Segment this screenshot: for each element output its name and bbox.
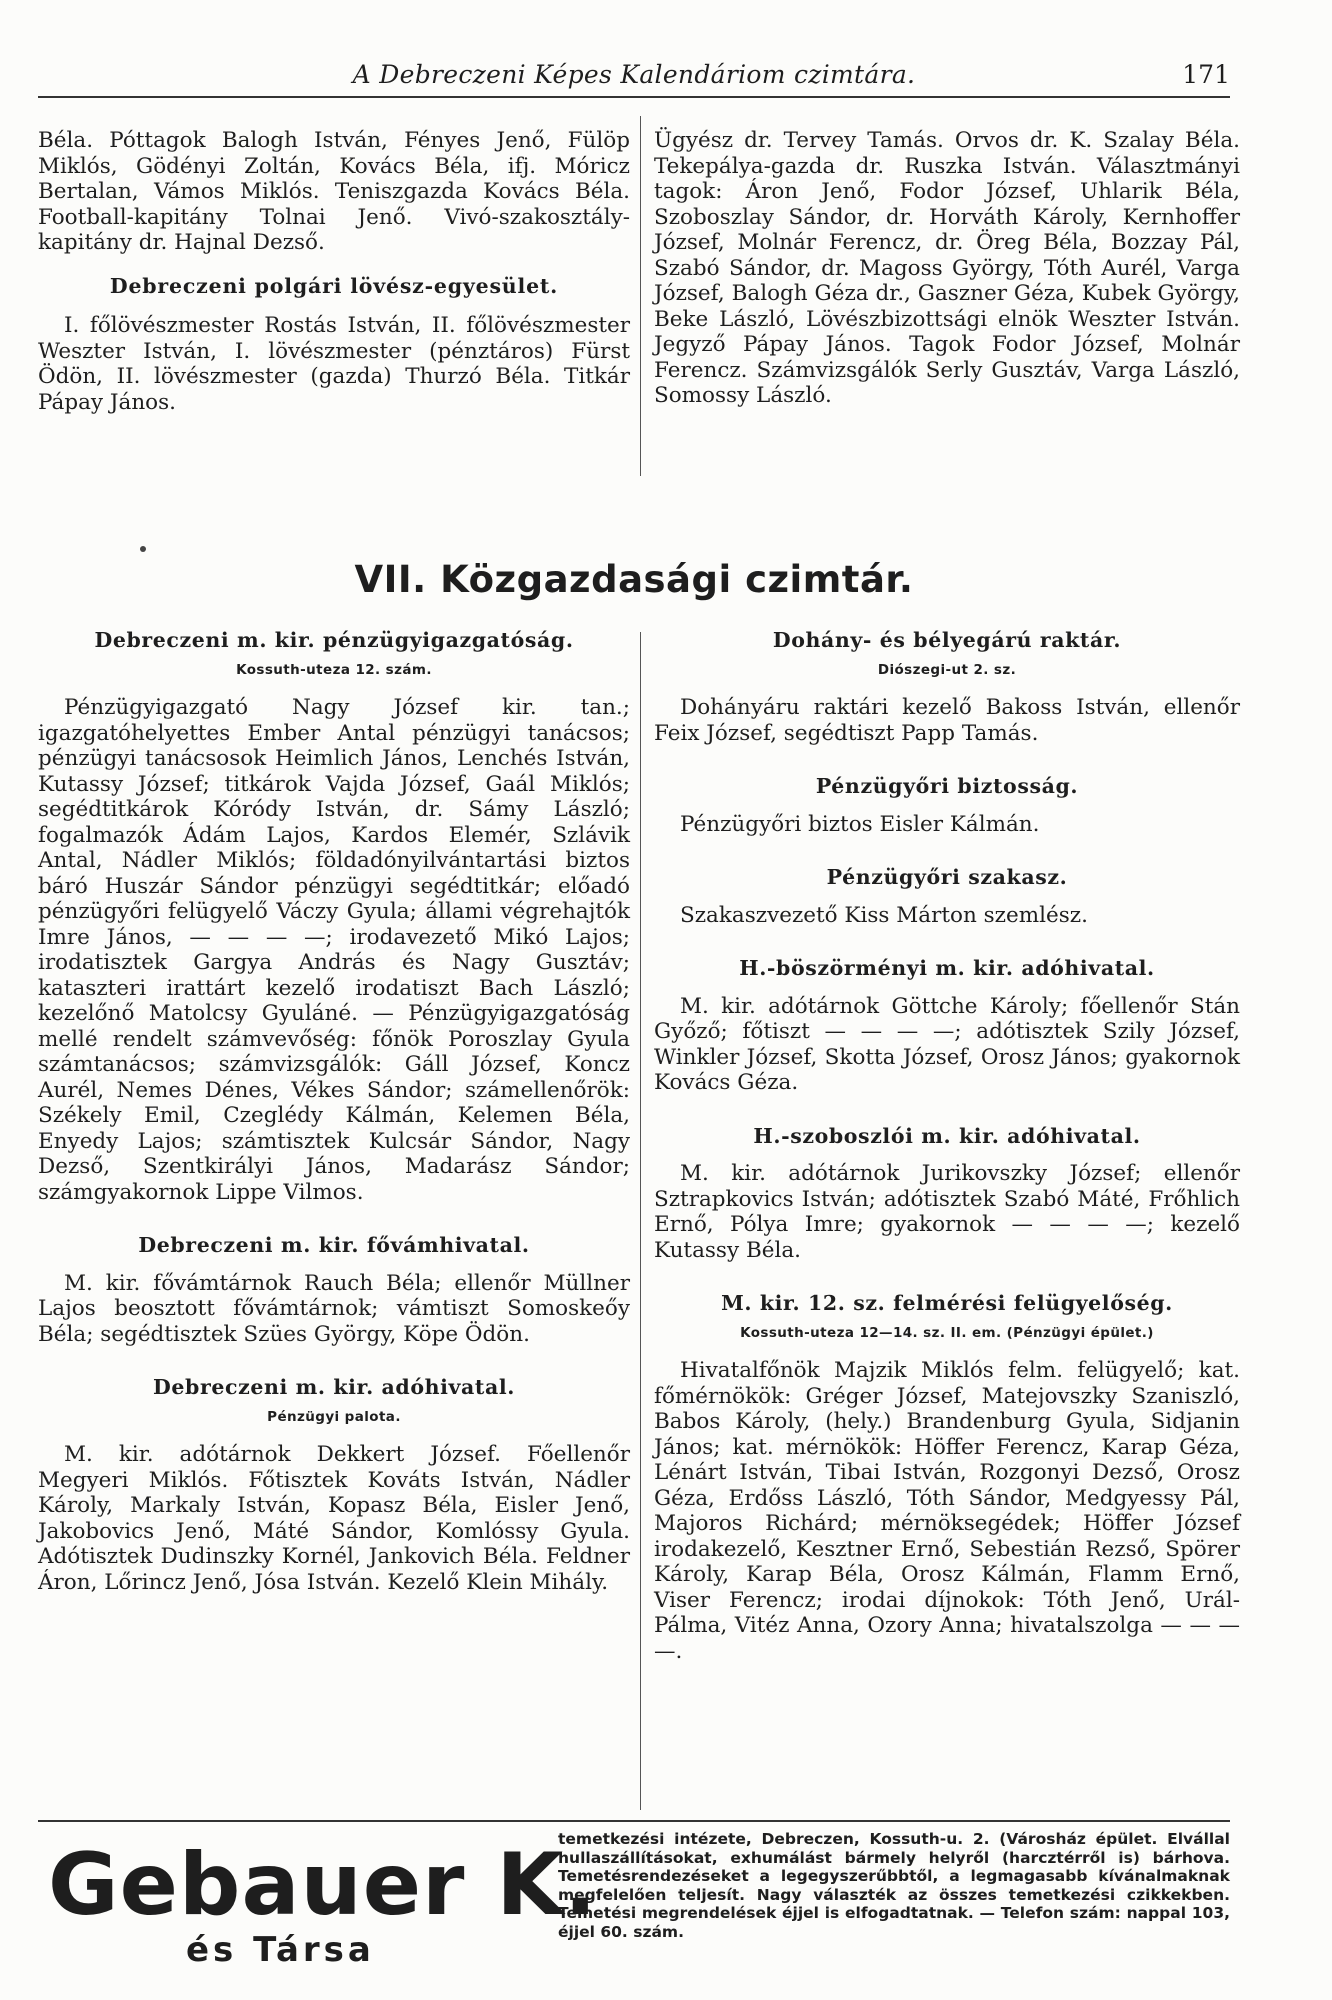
entry-body: Hivatalfőnök Majzik Miklós felm. felügyelő; kat. főmérnökök: Gréger József, Matejovszky Szaniszló, Babos Károly, (hely.) Brandenburg Gyula, Sidjanin János; kat. mérnökök: Höffer Ferencz, Karap Géza, Lénárt István, Tibai István, Rozgonyi Dezső, Orosz Géza, Erdőss László, Tóth Sándor, Medgyessy Pál, Majoros Richárd; mérnöksegédek; Höffer József irodakezelő, Kesztner Ernő, Sebestián Rezső, Spörer Károly, Karap Béla, Orosz Kálmán, Flamm Ernő, Viser Ferencz; irodai díjnokok: Tóth Jenő, Urál-Pálma, Vitéz Anna, Ozory Anna; hivatalszolga — — — —. [654, 1358, 1240, 1664]
directory-entry [654, 1291, 1240, 1664]
header-rule [38, 96, 1230, 98]
page-number: 171 [1182, 60, 1230, 89]
directory-entry [654, 628, 1240, 746]
entry-title: H.-szoboszlói m. kir. adóhivatal. [753, 1123, 1141, 1148]
column-divider-top [640, 116, 641, 476]
dot-mark [140, 546, 146, 552]
chapter-title: VII. Közgazdasági czimtár. [354, 558, 914, 601]
entry-address: Kossuth-uteza 12—14. sz. II. em. (Pénzügyi épület.) [740, 1324, 1154, 1341]
entry-body: M. kir. adótárnok Göttche Károly; főellenőr Stán Győző; főtiszt — — — —; adótisztek Szily József, Winkler József, Skotta József, Orosz János; gyakornok Kovács Géza. [654, 993, 1240, 1095]
advertisement-rule [38, 1820, 1230, 1822]
continuation-paragraph: Ügyész dr. Tervey Tamás. Orvos dr. K. Szalay Béla. Tekepálya-gazda dr. Ruszka István. Választmányi tagok: Áron Jenő, Fodor József, Uhlarik Béla, Szoboszlay Sándor, dr. Horváth Károly, Kernhoffer József, Molnár Ferencz, dr. Öreg Béla, Bozzay Pál, Szabó Sándor, dr. Magoss György, Tóth Aurél, Varga József, Balogh Géza dr., Gaszner Géza, Kubek György, Beke László, Lövészbizottsági elnök Weszter István. Jegyző Pápay János. Tagok Fodor József, Molnár Ferencz. Számvizsgálók Serly Gusztáv, Varga László, Somossy László. [654, 128, 1240, 408]
column-divider-main [640, 632, 641, 1810]
entry-body: M. kir. adótárnok Jurikovszky József; ellenőr Sztrapkovics István; adótisztek Szabó Máté, Frőhlich Ernő, Pólya Imre; gyakornok — — — —; kezelő Kutassy Béla. [654, 1161, 1240, 1263]
running-header [38, 60, 1230, 100]
entry-title: Debreczeni m. kir. adóhivatal. [153, 1375, 515, 1399]
entry-body: Szakaszvezető Kiss Márton szemlész. [680, 902, 1088, 928]
main-right-column [654, 628, 1240, 1692]
continuation-paragraph: Béla. Póttagok Balogh István, Fényes Jenő, Fülöp Miklós, Gödényi Zoltán, Kovács Béla, ifj. Móricz Bertalan, Vámos Miklós. Teniszgazda Kovács Béla. Football-kapitány Tolnai Jenő. Vivó-szakosztály-kapitány dr. Hajnal Dezső. [38, 128, 630, 255]
entry-title: M. kir. 12. sz. felmérési felügyelőség. [721, 1291, 1173, 1315]
entry-address: Pénzügyi palota. [267, 1408, 401, 1425]
entry-title: Debreczeni m. kir. pénzügyigazgatóság. [94, 628, 574, 652]
advertisement [38, 1830, 1230, 1980]
entry-title: Debreczeni m. kir. fővámhivatal. [138, 1233, 530, 1257]
directory-entry [654, 865, 1240, 928]
entry-address: Kossuth-uteza 12. szám. [236, 661, 432, 678]
section-heading: Debreczeni polgári lövész-egyesület. [109, 273, 559, 298]
header-title: A Debreczeni Képes Kalendáriom czimtára. [352, 60, 916, 89]
section-paragraph: I. főlövészmester Rostás István, II. főlövészmester Weszter István, I. lövészmester (pénztáros) Fürst Ödön, II. lövészmester (gazda) Thurzó Béla. Titkár Pápay János. [38, 313, 630, 415]
entry-title: Pénzügyőri szakasz. [826, 865, 1068, 889]
entry-title: Pénzügyőri biztosság. [815, 774, 1079, 798]
directory-entry [654, 956, 1240, 1096]
directory-entry [38, 628, 630, 1205]
entry-body: M. kir. fővámtárnok Rauch Béla; ellenőr Müllner Lajos beosztott fővámtárnok; vámtiszt Somoskeőy Béla; segédtisztek Szües György, Köpe Ödön. [38, 1270, 630, 1347]
directory-entry [38, 1233, 630, 1347]
entry-address: Diószegi-ut 2. sz. [877, 661, 1017, 678]
advertiser-company: és Társa [186, 1930, 375, 1970]
advertiser-name: Gebauer K. [48, 1835, 598, 1935]
entry-title: H.-böszörményi m. kir. adóhivatal. [739, 956, 1155, 980]
advertisement-text: temetkezési intézete, Debreczen, Kossuth-u. 2. (Városház épület. Elvállal hullaszállításokat, exhumálást bármely helyről (harcztérről is) bárhova. Temetésrendezéseket a legegyszerűbbtől, a legmagasabb kívánalmaknak megfelelően teljesít. Nagy választék az összes temetkezési czikkekben. Temetési megrendelések éjjel is elfogadtatnak. — Telefon szám: nappal 103, éjjel 60. szám. [558, 1830, 1230, 1941]
entry-body: Pénzügyigazgató Nagy József kir. tan.; igazgatóhelyettes Ember Antal pénzügyi tanácsos; pénzügyi tanácsosok Heimlich János, Lenchés István, Kutassy József; titkárok Vajda József, Gaál Miklós; segédtitkárok Kóródy István, dr. Sámy László; fogalmazók Ádám Lajos, Kardos Elemér, Szlávik Antal, Nádler Miklós; földadónyilvántartási biztos báró Huszár Sándor pénzügyi segédtitkár; előadó pénzügyőri felügyelő Váczy Gyula; állami végrehajtók Imre János, — — — —; irodavezető Mikó Lajos; irodatisztek Gargya András és Nagy Gusztáv; kataszteri irattárt kezelő irodatiszt Bach László; kezelőnő Matolcsy Gyuláné. — Pénzügyigazgatóság mellé rendelt számvevőség: főnök Poroszlay Gyula számtanácsos; számvizsgálók: Gáll József, Koncz Aurél, Nemes Dénes, Vékes Sándor; számellenőrök: Székely Emil, Czeglédy Kálmán, Kelemen Béla, Enyedy Lajos; számtisztek Kulcsár Sándor, Nagy Dezső, Szentkirályi János, Madarász Sándor; számgyakornok Lippe Vilmos. [38, 695, 630, 1205]
entry-body: Pénzügyőri biztos Eisler Kálmán. [680, 811, 1040, 837]
top-right-column [654, 128, 1240, 417]
top-left-column [38, 128, 630, 423]
main-left-column [38, 628, 630, 1623]
directory-entry [654, 774, 1240, 837]
entry-body: M. kir. adótárnok Dekkert József. Főellenőr Megyeri Miklós. Főtisztek Kováts István, Nádler Károly, Markaly István, Kopasz Béla, Eisler Jenő, Jakobovics Jenő, Máté Sándor, Komlóssy Gyula. Adótisztek Dudinszky Kornél, Jankovich Béla. Feldner Áron, Lőrincz Jenő, Jósa István. Kezelő Klein Mihály. [38, 1442, 630, 1595]
entry-title: Dohány- és bélyegárú raktár. [772, 628, 1122, 652]
entry-body: Dohányáru raktári kezelő Bakoss István, ellenőr Feix József, segédtiszt Papp Tamás. [654, 695, 1240, 746]
directory-entry [654, 1124, 1240, 1264]
directory-entry [38, 1375, 630, 1595]
